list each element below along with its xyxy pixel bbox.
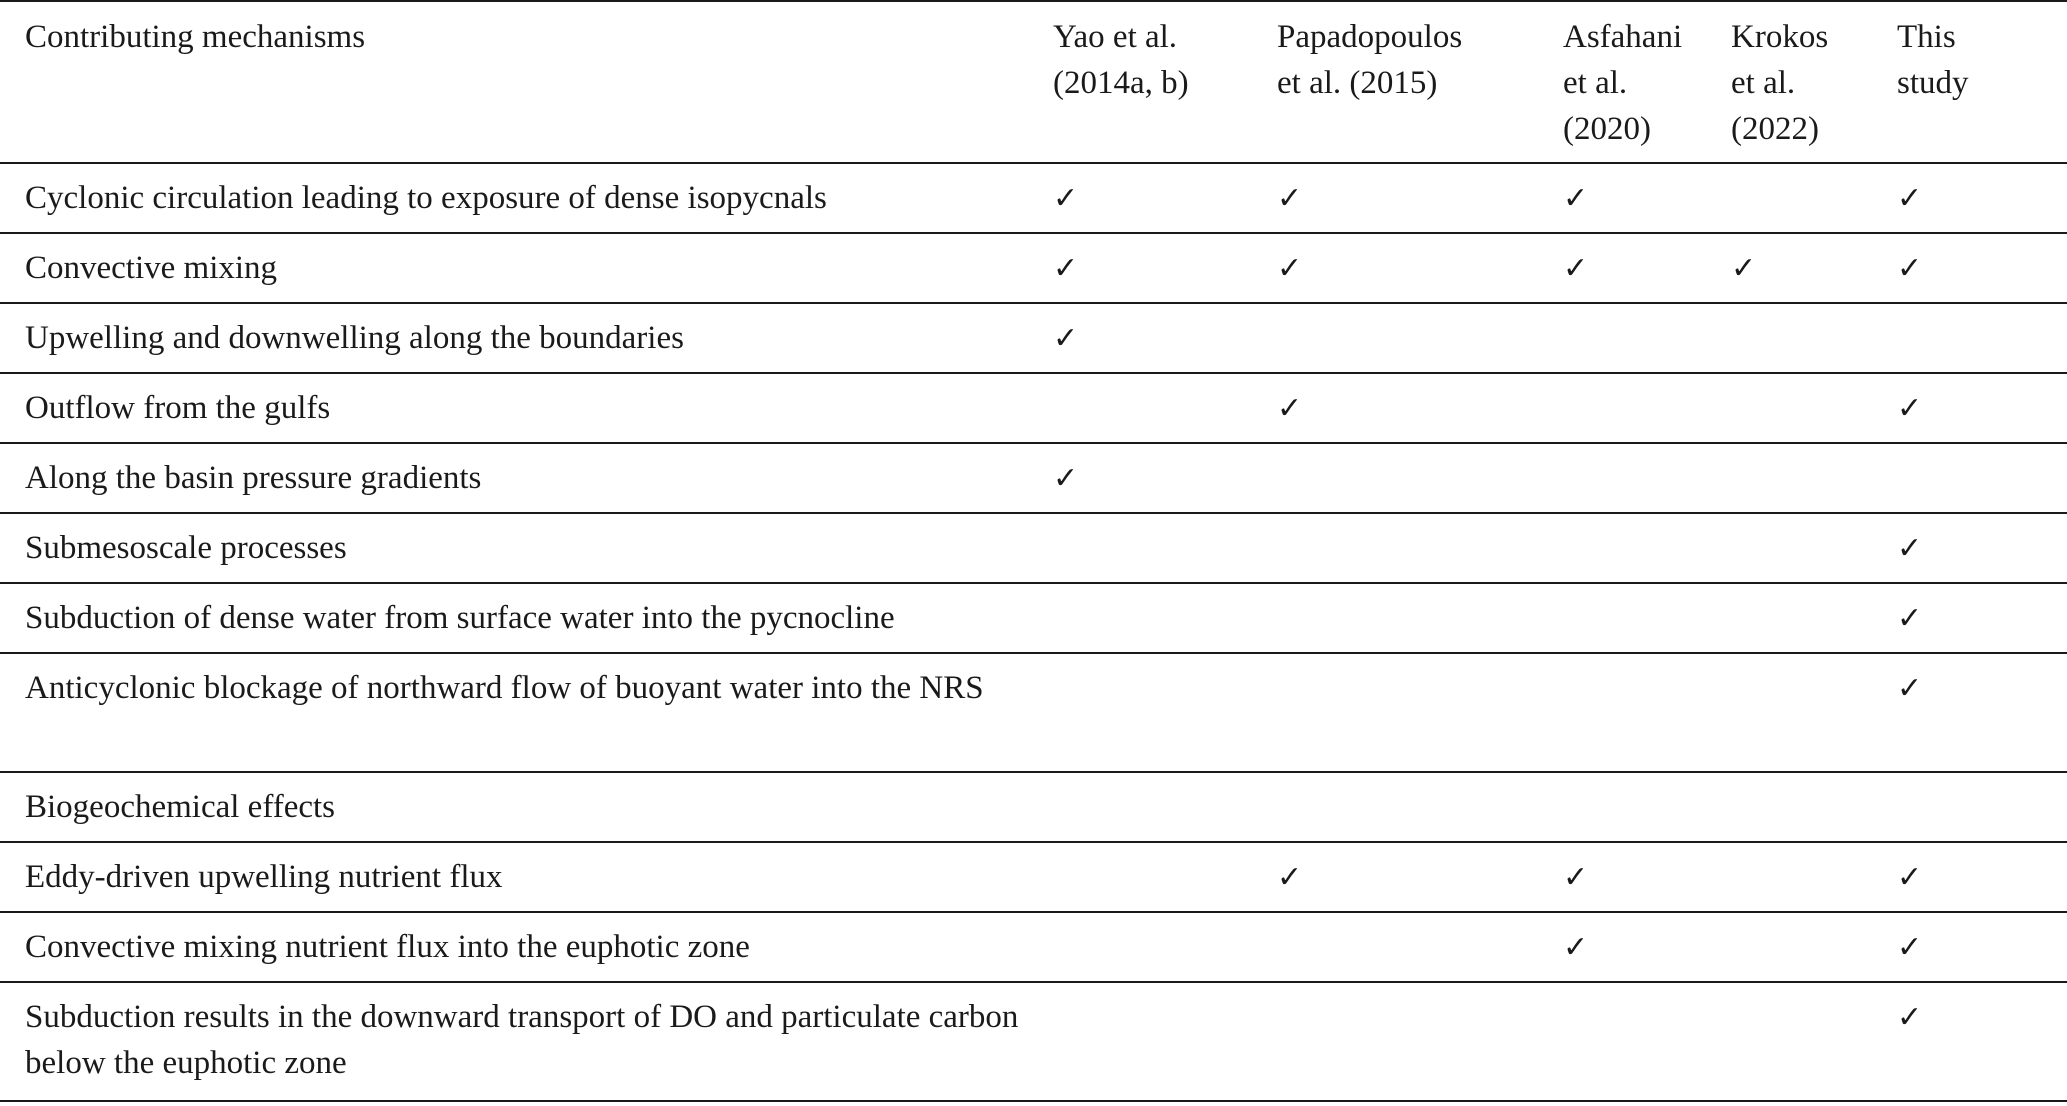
check-mark-icon: ✓ [1277, 251, 1303, 286]
table-cell [1731, 373, 1897, 443]
table-header-row [0, 1, 2067, 163]
mechanism-label: Submesoscale processes [25, 530, 347, 566]
table-cell [1897, 583, 2067, 653]
table-cell [1897, 373, 2067, 443]
check-mark-icon: ✓ [1563, 930, 1589, 965]
mechanism-label: Convective mixing [25, 250, 278, 286]
table-cell [1563, 842, 1731, 912]
check-mark-icon: ✓ [1277, 860, 1303, 895]
table-cell [1563, 303, 1731, 373]
table-cell [1277, 842, 1563, 912]
table-cell [1053, 163, 1277, 233]
table-cell [1277, 653, 1563, 772]
table-row [0, 772, 2067, 842]
table-cell [1897, 443, 2067, 513]
table-row [0, 842, 2067, 912]
check-mark-icon: ✓ [1897, 1000, 1923, 1035]
table-cell [1731, 912, 1897, 982]
table-cell [1731, 443, 1897, 513]
check-mark-icon: ✓ [1897, 601, 1923, 636]
header-asfahani: Asfahani et al. (2020) [1563, 19, 1683, 147]
table-cell [1277, 233, 1563, 303]
mechanism-label: Upwelling and downwelling along the boundaries [25, 320, 684, 356]
table-cell [1277, 583, 1563, 653]
check-mark-icon: ✓ [1897, 671, 1923, 706]
table-cell [1731, 653, 1897, 772]
table-cell [1277, 373, 1563, 443]
check-mark-icon: ✓ [1053, 461, 1079, 496]
header-mechanisms: Contributing mechanisms [25, 19, 366, 55]
table-cell [1897, 513, 2067, 583]
table-cell [1277, 912, 1563, 982]
table-cell [1053, 842, 1277, 912]
check-mark-icon: ✓ [1563, 181, 1589, 216]
check-mark-icon: ✓ [1563, 251, 1589, 286]
table-cell [1731, 303, 1897, 373]
table-row [0, 912, 2067, 982]
table-cell [1053, 653, 1277, 772]
mechanism-label: Outflow from the gulfs [25, 390, 331, 426]
mechanism-label: Anticyclonic blockage of northward flow of buoyant water into the NRS [25, 670, 984, 706]
table-cell [1563, 513, 1731, 583]
table-cell [1563, 772, 1731, 842]
check-mark-icon: ✓ [1563, 860, 1589, 895]
table-cell [1277, 303, 1563, 373]
table-cell [1277, 772, 1563, 842]
table-cell [1897, 982, 2067, 1101]
table-body [0, 163, 2067, 1101]
table-cell [1563, 163, 1731, 233]
table-cell [1563, 443, 1731, 513]
table-cell [1897, 653, 2067, 772]
table-cell [1277, 982, 1563, 1101]
table-cell [1897, 163, 2067, 233]
table-cell [1053, 303, 1277, 373]
table-cell [1053, 982, 1277, 1101]
table-cell [1277, 513, 1563, 583]
header-yao: Yao et al. (2014a, b) [1053, 19, 1189, 101]
mechanism-label: Along the basin pressure gradients [25, 460, 482, 496]
check-mark-icon: ✓ [1053, 181, 1079, 216]
table-cell [1053, 373, 1277, 443]
mechanism-label: Subduction results in the downward transport of DO and particulate carbon below the euphotic zone [25, 999, 1019, 1081]
mechanism-label: Cyclonic circulation leading to exposure of dense isopycnals [25, 180, 827, 216]
check-mark-icon: ✓ [1277, 391, 1303, 426]
mechanism-label: Subduction of dense water from surface water into the pycnocline [25, 600, 895, 636]
table-cell [1731, 233, 1897, 303]
header-papadopoulos: Papadopoulos et al. (2015) [1277, 19, 1463, 101]
table-cell [1563, 583, 1731, 653]
table-cell [1563, 653, 1731, 772]
table-cell [1563, 373, 1731, 443]
table-cell [1731, 772, 1897, 842]
table-cell [1563, 912, 1731, 982]
table-row [0, 982, 2067, 1101]
table-cell [1897, 303, 2067, 373]
check-mark-icon: ✓ [1731, 251, 1757, 286]
table-row [0, 163, 2067, 233]
table-cell [1053, 513, 1277, 583]
table-cell [1053, 772, 1277, 842]
table-cell [1731, 982, 1897, 1101]
table-cell [1563, 233, 1731, 303]
table-cell [1897, 842, 2067, 912]
table-cell [1277, 163, 1563, 233]
table-cell [1731, 163, 1897, 233]
table-row [0, 513, 2067, 583]
check-mark-icon: ✓ [1897, 930, 1923, 965]
check-mark-icon: ✓ [1053, 321, 1079, 356]
check-mark-icon: ✓ [1277, 181, 1303, 216]
table-cell [1053, 583, 1277, 653]
table-cell [1053, 443, 1277, 513]
table-cell [1053, 233, 1277, 303]
table-row [0, 373, 2067, 443]
table-cell [1731, 513, 1897, 583]
table-cell [1277, 443, 1563, 513]
table-row [0, 303, 2067, 373]
check-mark-icon: ✓ [1897, 860, 1923, 895]
table-cell [1897, 912, 2067, 982]
table-cell [1897, 233, 2067, 303]
check-mark-icon: ✓ [1897, 391, 1923, 426]
mechanism-label: Eddy-driven upwelling nutrient flux [25, 859, 503, 895]
table-row [0, 653, 2067, 772]
check-mark-icon: ✓ [1053, 251, 1079, 286]
table-cell [1897, 772, 2067, 842]
header-krokos: Krokos et al. (2022) [1731, 19, 1829, 147]
check-mark-icon: ✓ [1897, 531, 1923, 566]
table-cell [1053, 912, 1277, 982]
mechanism-label: Convective mixing nutrient flux into the euphotic zone [25, 929, 750, 965]
table-cell [1731, 842, 1897, 912]
table-row [0, 443, 2067, 513]
header-this-study: This study [1897, 19, 1969, 101]
mechanism-label: Biogeochemical effects [25, 789, 336, 825]
table-row [0, 583, 2067, 653]
check-mark-icon: ✓ [1897, 181, 1923, 216]
check-mark-icon: ✓ [1897, 251, 1923, 286]
table-cell [1563, 982, 1731, 1101]
table-row [0, 233, 2067, 303]
table-cell [1731, 583, 1897, 653]
